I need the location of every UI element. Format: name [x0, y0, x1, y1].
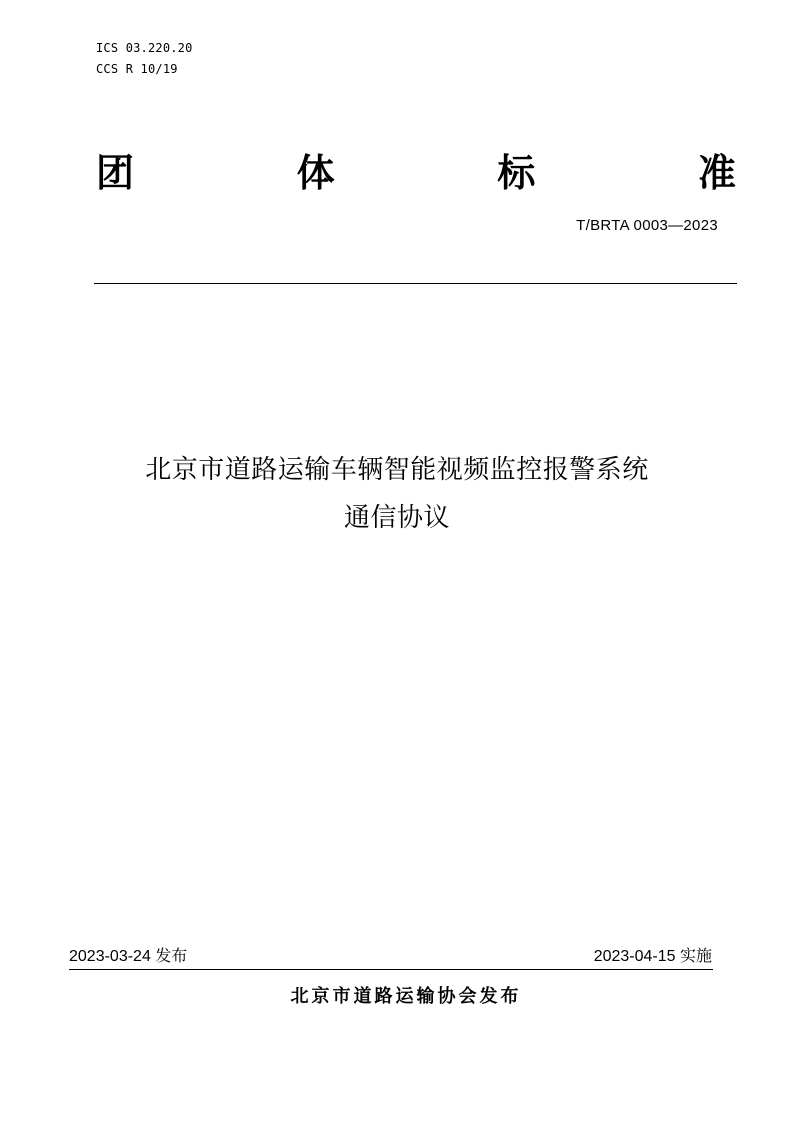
- top-divider: [94, 283, 737, 284]
- document-type-heading: [96, 148, 736, 198]
- ccs-code: CCS R 10/19: [96, 62, 178, 76]
- standard-number: T/BRTA 0003—2023: [576, 217, 718, 234]
- heading-char: 体: [296, 150, 335, 195]
- bottom-divider: [69, 969, 713, 970]
- publisher: 北京市道路运输协会发布: [290, 986, 522, 1007]
- heading-char: 准: [697, 150, 736, 195]
- document-title: [0, 446, 794, 542]
- implementation-date: 2023-04-15 实施: [593, 948, 712, 965]
- issue-date: 2023-03-24 发布: [69, 948, 188, 965]
- ics-code: ICS 03.220.20: [96, 41, 193, 55]
- heading-char: 团: [96, 150, 135, 195]
- heading-char: 标: [497, 150, 536, 195]
- title-line-1: 北京市道路运输车辆智能视频监控报警系统: [145, 455, 649, 485]
- title-line-2: 通信协议: [343, 503, 450, 533]
